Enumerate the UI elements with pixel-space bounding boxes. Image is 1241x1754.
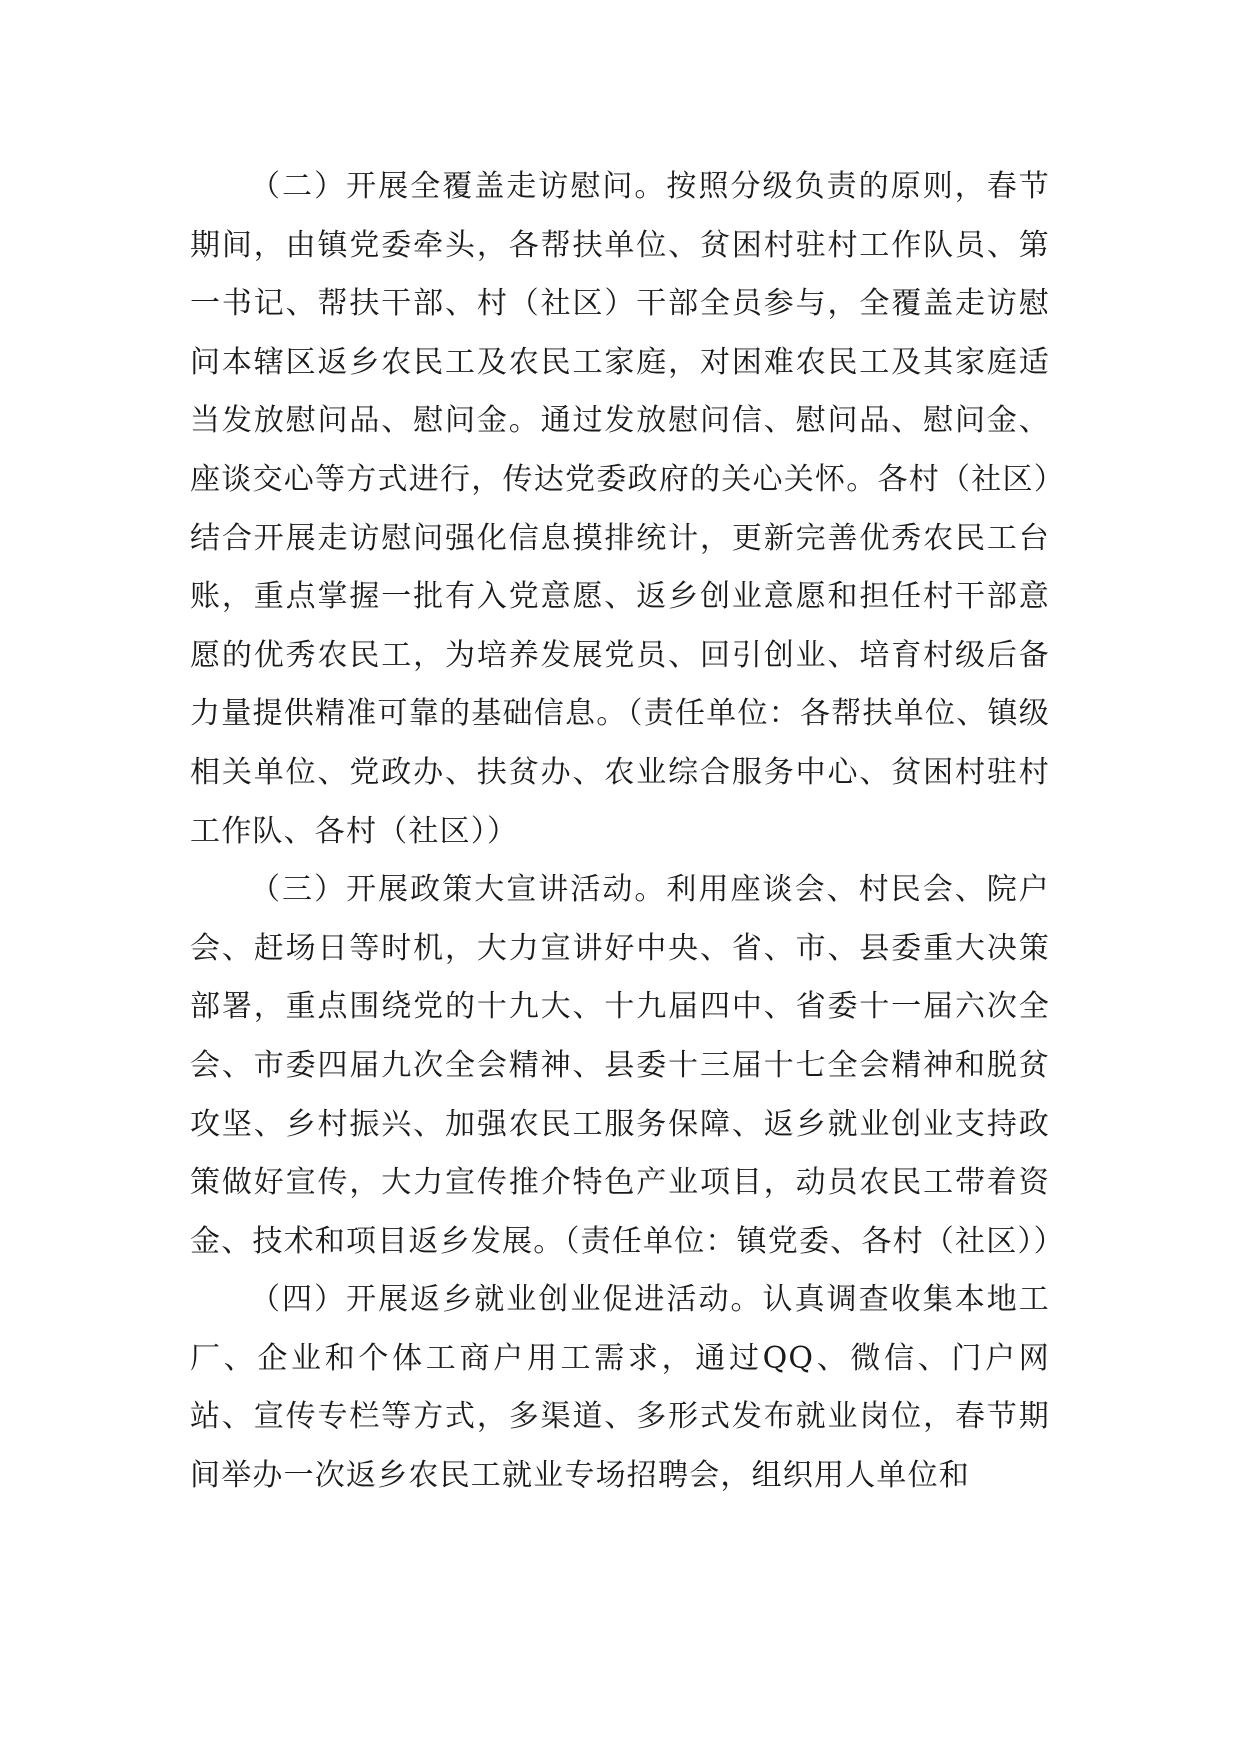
paragraph-policy-publicity: （三）开展政策大宣讲活动。利用座谈会、村民会、院户会、赶场日等时机，大力宣讲好中央、省、市、县委重大决策部署，重点围绕党的十九大、十九届四中、省委十一届六次全会、市委四届九次全会精神、县委十三届十七全会精神和脱贫攻坚、乡村振兴、加强农民工服务保障、返乡就业创业支持政策做好宣传，大力宣传推介特色产业项目，动员农民工带着资金、技术和项目返乡发展。（责任单位：镇党委、各村（社区）） [190,872,1065,1259]
paragraph-visit-condolence: （二）开展全覆盖走访慰问。按照分级负责的原则，春节期间，由镇党委牵头，各帮扶单位、贫困村驻村工作队员、第一书记、帮扶干部、村（社区）干部全员参与，全覆盖走访慰问本辖区返乡农民工及农民工家庭，对困难农民工及其家庭适当发放慰问品、慰问金。通过发放慰问信、慰问品、慰问金、座谈交心等方式进行，传达党委政府的关心关怀。各村（社区）结合开展走访慰问强化信息摸排统计，更新完善优秀农民工台账，重点掌握一批有入党意愿、返乡创业意愿和担任村干部意愿的优秀农民工，为培养发展党员、回引创业、培育村级后备力量提供精准可靠的基础信息。（责任单位：各帮扶单位、镇级相关单位、党政办、扶贫办、农业综合服务中心、贫困村驻村工作队、各村（社区）） [190,169,1050,849]
paragraph-employment-promotion: （四）开展返乡就业创业促进活动。认真调查收集本地工厂、企业和个体工商户用工需求，通过QQ、微信、门户网站、宣传专栏等方式，多渠道、多形式发布就业岗位，春节期间举办一次返乡农民工就业专场招聘会，组织用人单位和 [190,1282,1050,1494]
document-body [190,158,1065,1506]
